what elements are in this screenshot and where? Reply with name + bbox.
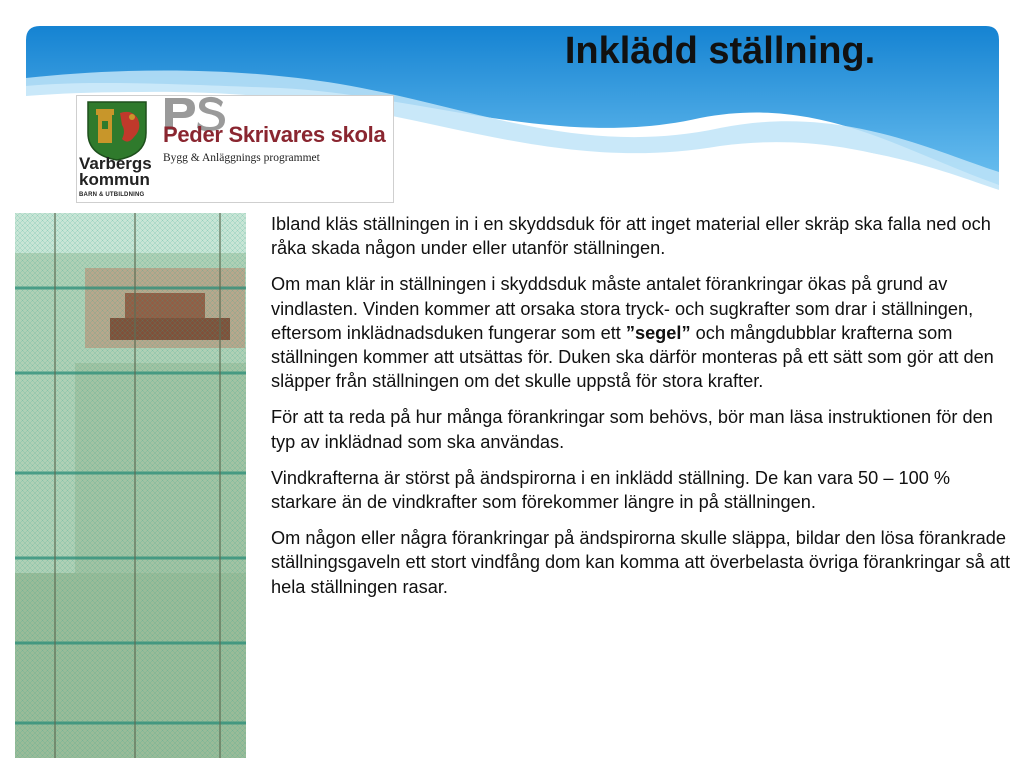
paragraph-2-part2: och mångdubblar krafterna som ställningen kommer att utsättas för. Duken ska därför monteras på ett sätt som gör att den släpper från ställningen om det skulle uppstå för stora krafter. xyxy=(271,322,994,392)
body-text xyxy=(271,212,1016,611)
kommun-line1: Varbergs xyxy=(79,154,152,173)
paragraph-2 xyxy=(271,272,1016,393)
paragraph-4: Vindkrafterna är störst på ändspirorna i en inklädd ställning. De kan vara 50 – 100 % starkare än de vindkrafter som förekommer längre in på ställningen. xyxy=(271,467,951,513)
slide-title: Inklädd ställning. xyxy=(564,30,876,72)
kommun-line2: kommun xyxy=(79,170,150,189)
varberg-crest-icon xyxy=(82,99,152,161)
scaffolding-photo xyxy=(15,213,246,758)
school-name: Peder Skrivares skola xyxy=(163,122,386,147)
logo-area xyxy=(76,95,394,203)
school-subtitle: Bygg & Anläggnings programmet xyxy=(163,152,320,164)
paragraph-1: Ibland kläs ställningen in i en skyddsduk för att inget material eller skräp ska falla ned och råka skada någon under eller utanför ställningen. xyxy=(271,214,991,259)
kommun-logo-text xyxy=(79,156,155,188)
kommun-sub: BARN & UTBILDNING xyxy=(79,192,145,198)
segel-emphasis: ”segel” xyxy=(625,322,691,343)
paragraph-5: Om någon eller några förankringar på ändspirorna skulle släppa, bildar den lösa förankrade ställningsgaveln ett stort vindfång dom kan komma att överbelasta övriga förankringar så att hela ställningen rasar. xyxy=(271,528,1011,597)
paragraph-3: För att ta reda på hur många förankringar som behövs, bör man läsa instruktionen för den typ av inklädnad som ska användas. xyxy=(271,407,993,452)
paragraph-2-part1: Om man klär in ställningen i skyddsduk måste antalet förankringar ökas på grund av vindlasten. Vinden kommer att orsaka stora tryck- och sugkrafter som drar i ställningen, eftersom inklädnadsduken fungerar som ett xyxy=(271,274,974,343)
